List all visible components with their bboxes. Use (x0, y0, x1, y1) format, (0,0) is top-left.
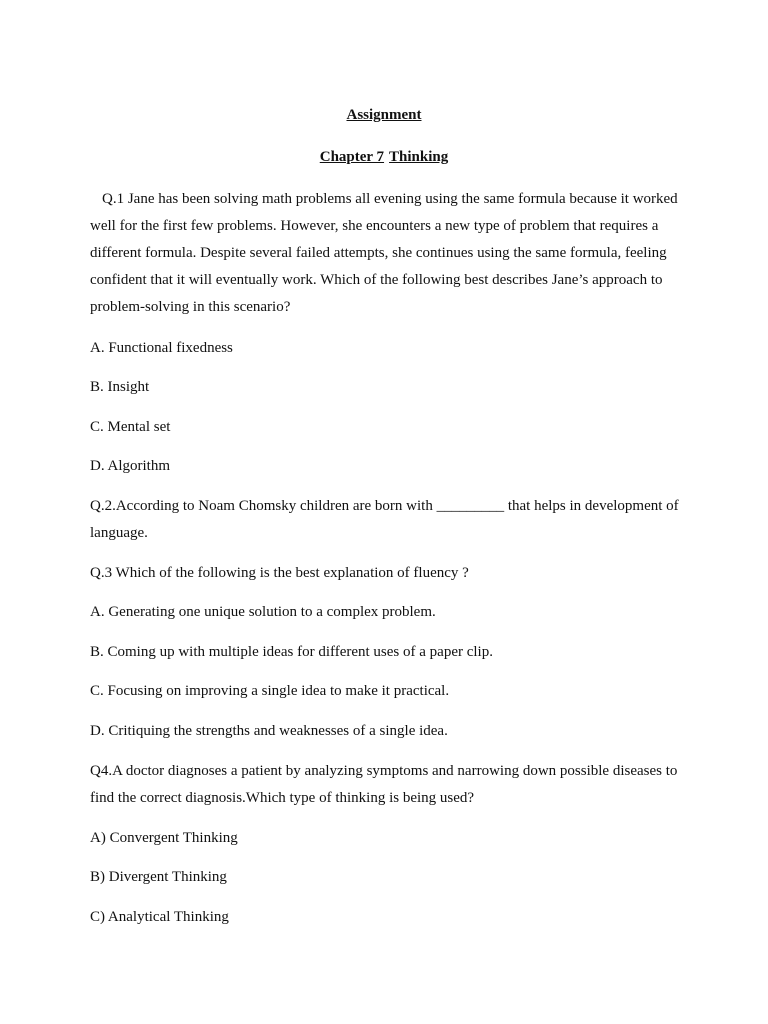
question-1-text: Q.1 Jane has been solving math problems all evening using the same formula because it worked well for the first few problems. However, she encounters a new type of problem that requires a different formula. Despite several failed attempts, she continues using the same formula, feeling confident that it will eventually work. Which of the following best describes Jane’s approach to problem-solving in this scenario? (90, 191, 678, 315)
question-3-option-c: C. Focusing on improving a single idea to make it practical. (90, 683, 450, 699)
chapter-name: Thinking (389, 149, 449, 165)
question-3-text: Q.3 Which of the following is the best explanation of fluency ? (90, 565, 469, 581)
question-2-text: Q.2.According to Noam Chomsky children are born with _________ that helps in development of language. (90, 498, 679, 541)
question-1-option-c: C. Mental set (90, 419, 171, 435)
question-4-option-c: C) Analytical Thinking (90, 909, 229, 925)
question-4-option-a: A) Convergent Thinking (90, 830, 238, 846)
question-3-option-a: A. Generating one unique solution to a complex problem. (90, 604, 436, 620)
question-3-option-b: B. Coming up with multiple ideas for different uses of a paper clip. (90, 644, 493, 660)
question-4-text: Q4.A doctor diagnoses a patient by analyzing symptoms and narrowing down possible diseases to find the correct diagnosis.Which type of thinking is being used? (90, 763, 678, 806)
chapter-label: Chapter 7 (319, 149, 385, 165)
question-3-option-d: D. Critiquing the strengths and weaknesses of a single idea. (90, 723, 448, 739)
document-title: Assignment (346, 107, 422, 123)
question-1-option-d: D. Algorithm (90, 458, 171, 474)
chapter-heading (0, 147, 768, 167)
question-1-option-a: A. Functional fixedness (90, 340, 233, 356)
question-4-option-b: B) Divergent Thinking (90, 869, 227, 885)
question-1-option-b: B. Insight (90, 379, 150, 395)
